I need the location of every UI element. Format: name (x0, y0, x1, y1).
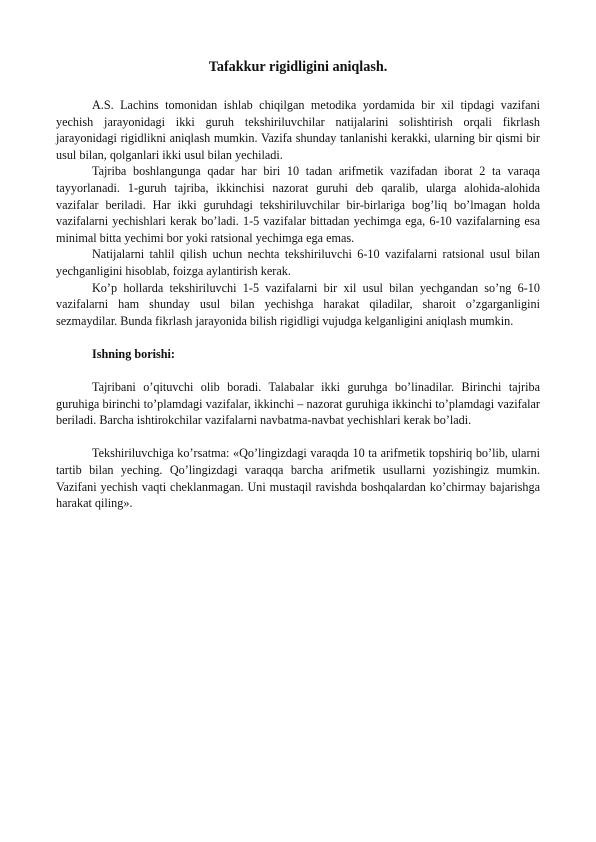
paragraph-procedure: Tajribani o’qituvchi olib boradi. Talabalar ikki guruhga bo’linadilar. Birinchi tajriba guruhiga birinchi to’plamdagi vazifalar, ikkinchi – nazorat guruhiga ikkinchi to’plamdagi vazifalar beriladi. Barcha ishtirokchilar vazifalarni navbatma-navbat yechishlari kerak bo’ladi. (56, 380, 540, 428)
document-page (56, 58, 540, 512)
paragraph-conclusion: Ko’p hollarda tekshiriluvchi 1-5 vazifalarni bir xil usul bilan yechgandan so’ng 6-10 vazifalarni ham shunday usul bilan yechishga harakat qiladilar, sharoit o’zgarganligini sezmaydilar. Bunda fikrlash jarayonida bilish rigidligi vujudga kelganligini aniqlash mumkin. (56, 280, 540, 328)
section-heading: Ishning borishi: (92, 346, 175, 361)
paragraph-preparation: Tajriba boshlangunga qadar har biri 10 tadan arifmetik vazifadan iborat 2 ta varaqa tayyorlanadi. 1-guruh tajriba, ikkinchisi nazorat guruhi deb qaralib, ularga alohida-alohida vazifalar beriladi. Har ikki guruhdagi tekshiriluvchilar bir-birlariga bog’liq bo’lmagan holda vazifalarni yechishlari kerak bo’ladi. 1-5 vazifalar bittadan yechimga ega, 6-10 vazifalarning esa minimal bitta yechimi bor yoki ratsional yechimga ega emas. (56, 164, 540, 245)
document-title: Tafakkur rigidligini aniqlash. (208, 59, 388, 75)
paragraph-method: A.S. Lachins tomonidan ishlab chiqilgan metodika yordamida bir xil tipdagi vazifani yechish jarayonidagi ikki guruh tekshiriluvchilar natijalarini solishtirish orqali fikrlash jarayonidagi rigidlikni aniqlash mumkin. Vazifa shunday tanlanishi kerakki, ularning bir qismi bir usul bilan, qolganlari ikki usul bilan yechiladi. (56, 98, 540, 162)
paragraph-analysis: Natijalarni tahlil qilish uchun nechta tekshiriluvchi 6-10 vazifalarni ratsional usul bilan yechganligini hisoblab, foizga aylantirish kerak. (56, 247, 540, 278)
paragraph-instruction: Tekshiriluvchiga ko’rsatma: «Qo’lingizdagi varaqda 10 ta arifmetik topshiriq bo’lib, ularni tartib bilan yeching. Qo’lingizdagi varaqqa barcha arifmetik usullarni yozishingiz mumkin. Vazifani yechish vaqti cheklanmagan. Uni mustaqil ravishda boshqalardan ko’chirmay bajarishga harakat qiling». (56, 446, 540, 511)
